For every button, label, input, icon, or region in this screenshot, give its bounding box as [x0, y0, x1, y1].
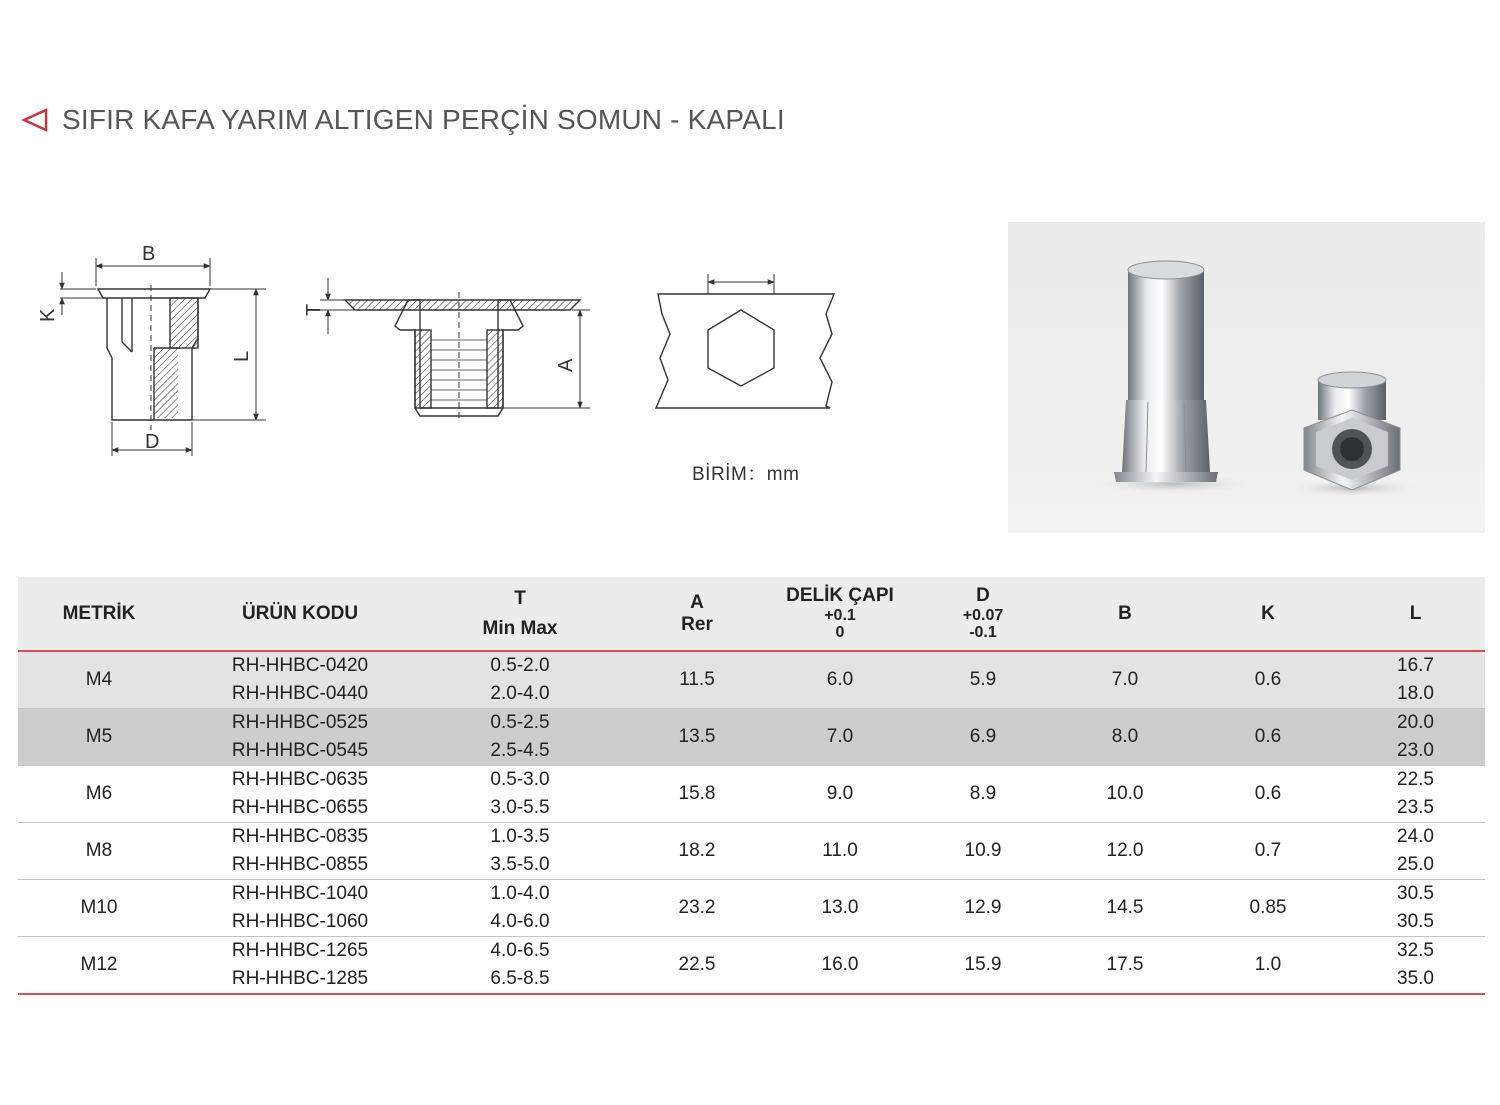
cell-a: 11.5: [620, 651, 774, 709]
dim-label-l: L: [231, 350, 253, 362]
cell-d: 10.9: [906, 823, 1060, 880]
cell-t: 0.5-3.0: [420, 766, 620, 795]
header-hole: DELİK ÇAPI +0.1 0: [774, 577, 906, 651]
header-b: B: [1060, 577, 1190, 651]
cell-code: RH-HHBC-0635: [180, 766, 420, 795]
cell-a: 22.5: [620, 937, 774, 995]
cell-l: 24.0: [1346, 823, 1485, 852]
cell-a: 13.5: [620, 709, 774, 766]
cell-hole: 16.0: [774, 937, 906, 995]
cell-hole: 7.0: [774, 709, 906, 766]
cell-b: 7.0: [1060, 651, 1190, 709]
cell-code: RH-HHBC-0835: [180, 823, 420, 852]
cell-hole: 6.0: [774, 651, 906, 709]
header-code: ÜRÜN KODU: [180, 577, 420, 651]
page-title: SIFIR KAFA YARIM ALTIGEN PERÇİN SOMUN - KAPALI: [62, 104, 785, 135]
table-row: [18, 880, 1485, 909]
table-row: [18, 937, 1485, 966]
cell-d: 6.9: [906, 709, 1060, 766]
cell-l: 30.5: [1397, 911, 1434, 932]
cell-code: RH-HHBC-0525: [180, 709, 420, 738]
product-photo: [1008, 222, 1485, 533]
cell-b: 10.0: [1060, 766, 1190, 823]
cell-t: 4.0-6.5: [420, 937, 620, 966]
cell-d: 5.9: [906, 651, 1060, 709]
cell-code: RH-HHBC-0545: [180, 737, 420, 766]
cell-metric: M12: [18, 937, 180, 995]
dim-label-a: A: [555, 358, 577, 372]
cell-l: 25.0: [1397, 854, 1434, 875]
table-row: [18, 709, 1485, 738]
spec-table: [18, 577, 1485, 995]
cell-l: 20.0: [1346, 709, 1485, 738]
cell-b: 8.0: [1060, 709, 1190, 766]
dim-label-t: T: [303, 303, 325, 316]
cell-b: 12.0: [1060, 823, 1190, 880]
header-a: A Rer: [620, 577, 774, 651]
header-metric: METRİK: [18, 577, 180, 651]
cell-code: RH-HHBC-0440: [180, 680, 420, 709]
cell-code: RH-HHBC-0420: [180, 651, 420, 680]
table-header-row: [18, 577, 1485, 651]
cell-metric: M5: [18, 709, 180, 766]
cell-t: 0.5-2.5: [420, 709, 620, 738]
cell-metric: M6: [18, 766, 180, 823]
cell-l: 18.0: [1346, 680, 1485, 709]
cell-t: 2.0-4.0: [420, 680, 620, 709]
cell-k: 0.6: [1190, 766, 1346, 823]
cell-code: RH-HHBC-1285: [180, 965, 420, 994]
cell-k: 1.0: [1190, 937, 1346, 995]
cell-l: 32.5: [1346, 937, 1485, 966]
header-k: K: [1190, 577, 1346, 651]
header-t: T Min Max: [420, 577, 620, 651]
cell-metric: M4: [18, 651, 180, 709]
hex-hole-view: [656, 274, 834, 408]
cell-d: 8.9: [906, 766, 1060, 823]
cell-a: 18.2: [620, 823, 774, 880]
cell-d: 12.9: [906, 880, 1060, 937]
unit-label: BİRİM：mm: [692, 464, 800, 485]
cell-t: 1.0-4.0: [420, 880, 620, 909]
dim-label-k: K: [37, 308, 59, 322]
cell-metric: M8: [18, 823, 180, 880]
cell-metric: M10: [18, 880, 180, 937]
cell-a: 15.8: [620, 766, 774, 823]
cell-t: 6.5-8.5: [420, 965, 620, 994]
cell-t: 3.0-5.5: [490, 797, 550, 818]
cell-l: 16.7: [1346, 651, 1485, 680]
cell-k: 0.6: [1190, 651, 1346, 709]
cell-b: 14.5: [1060, 880, 1190, 937]
header-l: L: [1346, 577, 1485, 651]
cell-hole: 11.0: [774, 823, 906, 880]
cell-code: RH-HHBC-1265: [180, 937, 420, 966]
cell-l: 30.5: [1346, 880, 1485, 909]
cell-t: 4.0-6.0: [490, 911, 550, 932]
table-row: [18, 766, 1485, 795]
cell-code: RH-HHBC-0655: [231, 797, 369, 818]
cell-code: RH-HHBC-1060: [231, 911, 369, 932]
cell-l: 23.5: [1397, 797, 1434, 818]
table-row: [18, 651, 1485, 680]
page-header: [20, 100, 785, 140]
header-d: D +0.07 -0.1: [906, 577, 1060, 651]
triangle-left-icon: [20, 107, 50, 133]
cell-k: 0.7: [1190, 823, 1346, 880]
cell-k: 0.6: [1190, 709, 1346, 766]
dim-label-b: B: [142, 243, 156, 265]
cell-t: 2.5-4.5: [420, 737, 620, 766]
cell-hole: 13.0: [774, 880, 906, 937]
cell-k: 0.85: [1190, 880, 1346, 937]
cell-code: RH-HHBC-0855: [231, 854, 369, 875]
installed-section-view: [320, 278, 590, 420]
cell-l: 35.0: [1346, 965, 1485, 994]
dim-label-d: D: [145, 431, 160, 453]
table-row: [18, 823, 1485, 852]
cell-hole: 9.0: [774, 766, 906, 823]
cell-t: 0.5-2.0: [420, 651, 620, 680]
cell-b: 17.5: [1060, 937, 1190, 995]
cell-code: RH-HHBC-1040: [180, 880, 420, 909]
cell-l: 23.0: [1346, 737, 1485, 766]
technical-drawing: [20, 230, 860, 470]
cell-a: 23.2: [620, 880, 774, 937]
cell-d: 15.9: [906, 937, 1060, 995]
cell-t: 1.0-3.5: [420, 823, 620, 852]
cell-t: 3.5-5.0: [490, 854, 550, 875]
cell-l: 22.5: [1346, 766, 1485, 795]
